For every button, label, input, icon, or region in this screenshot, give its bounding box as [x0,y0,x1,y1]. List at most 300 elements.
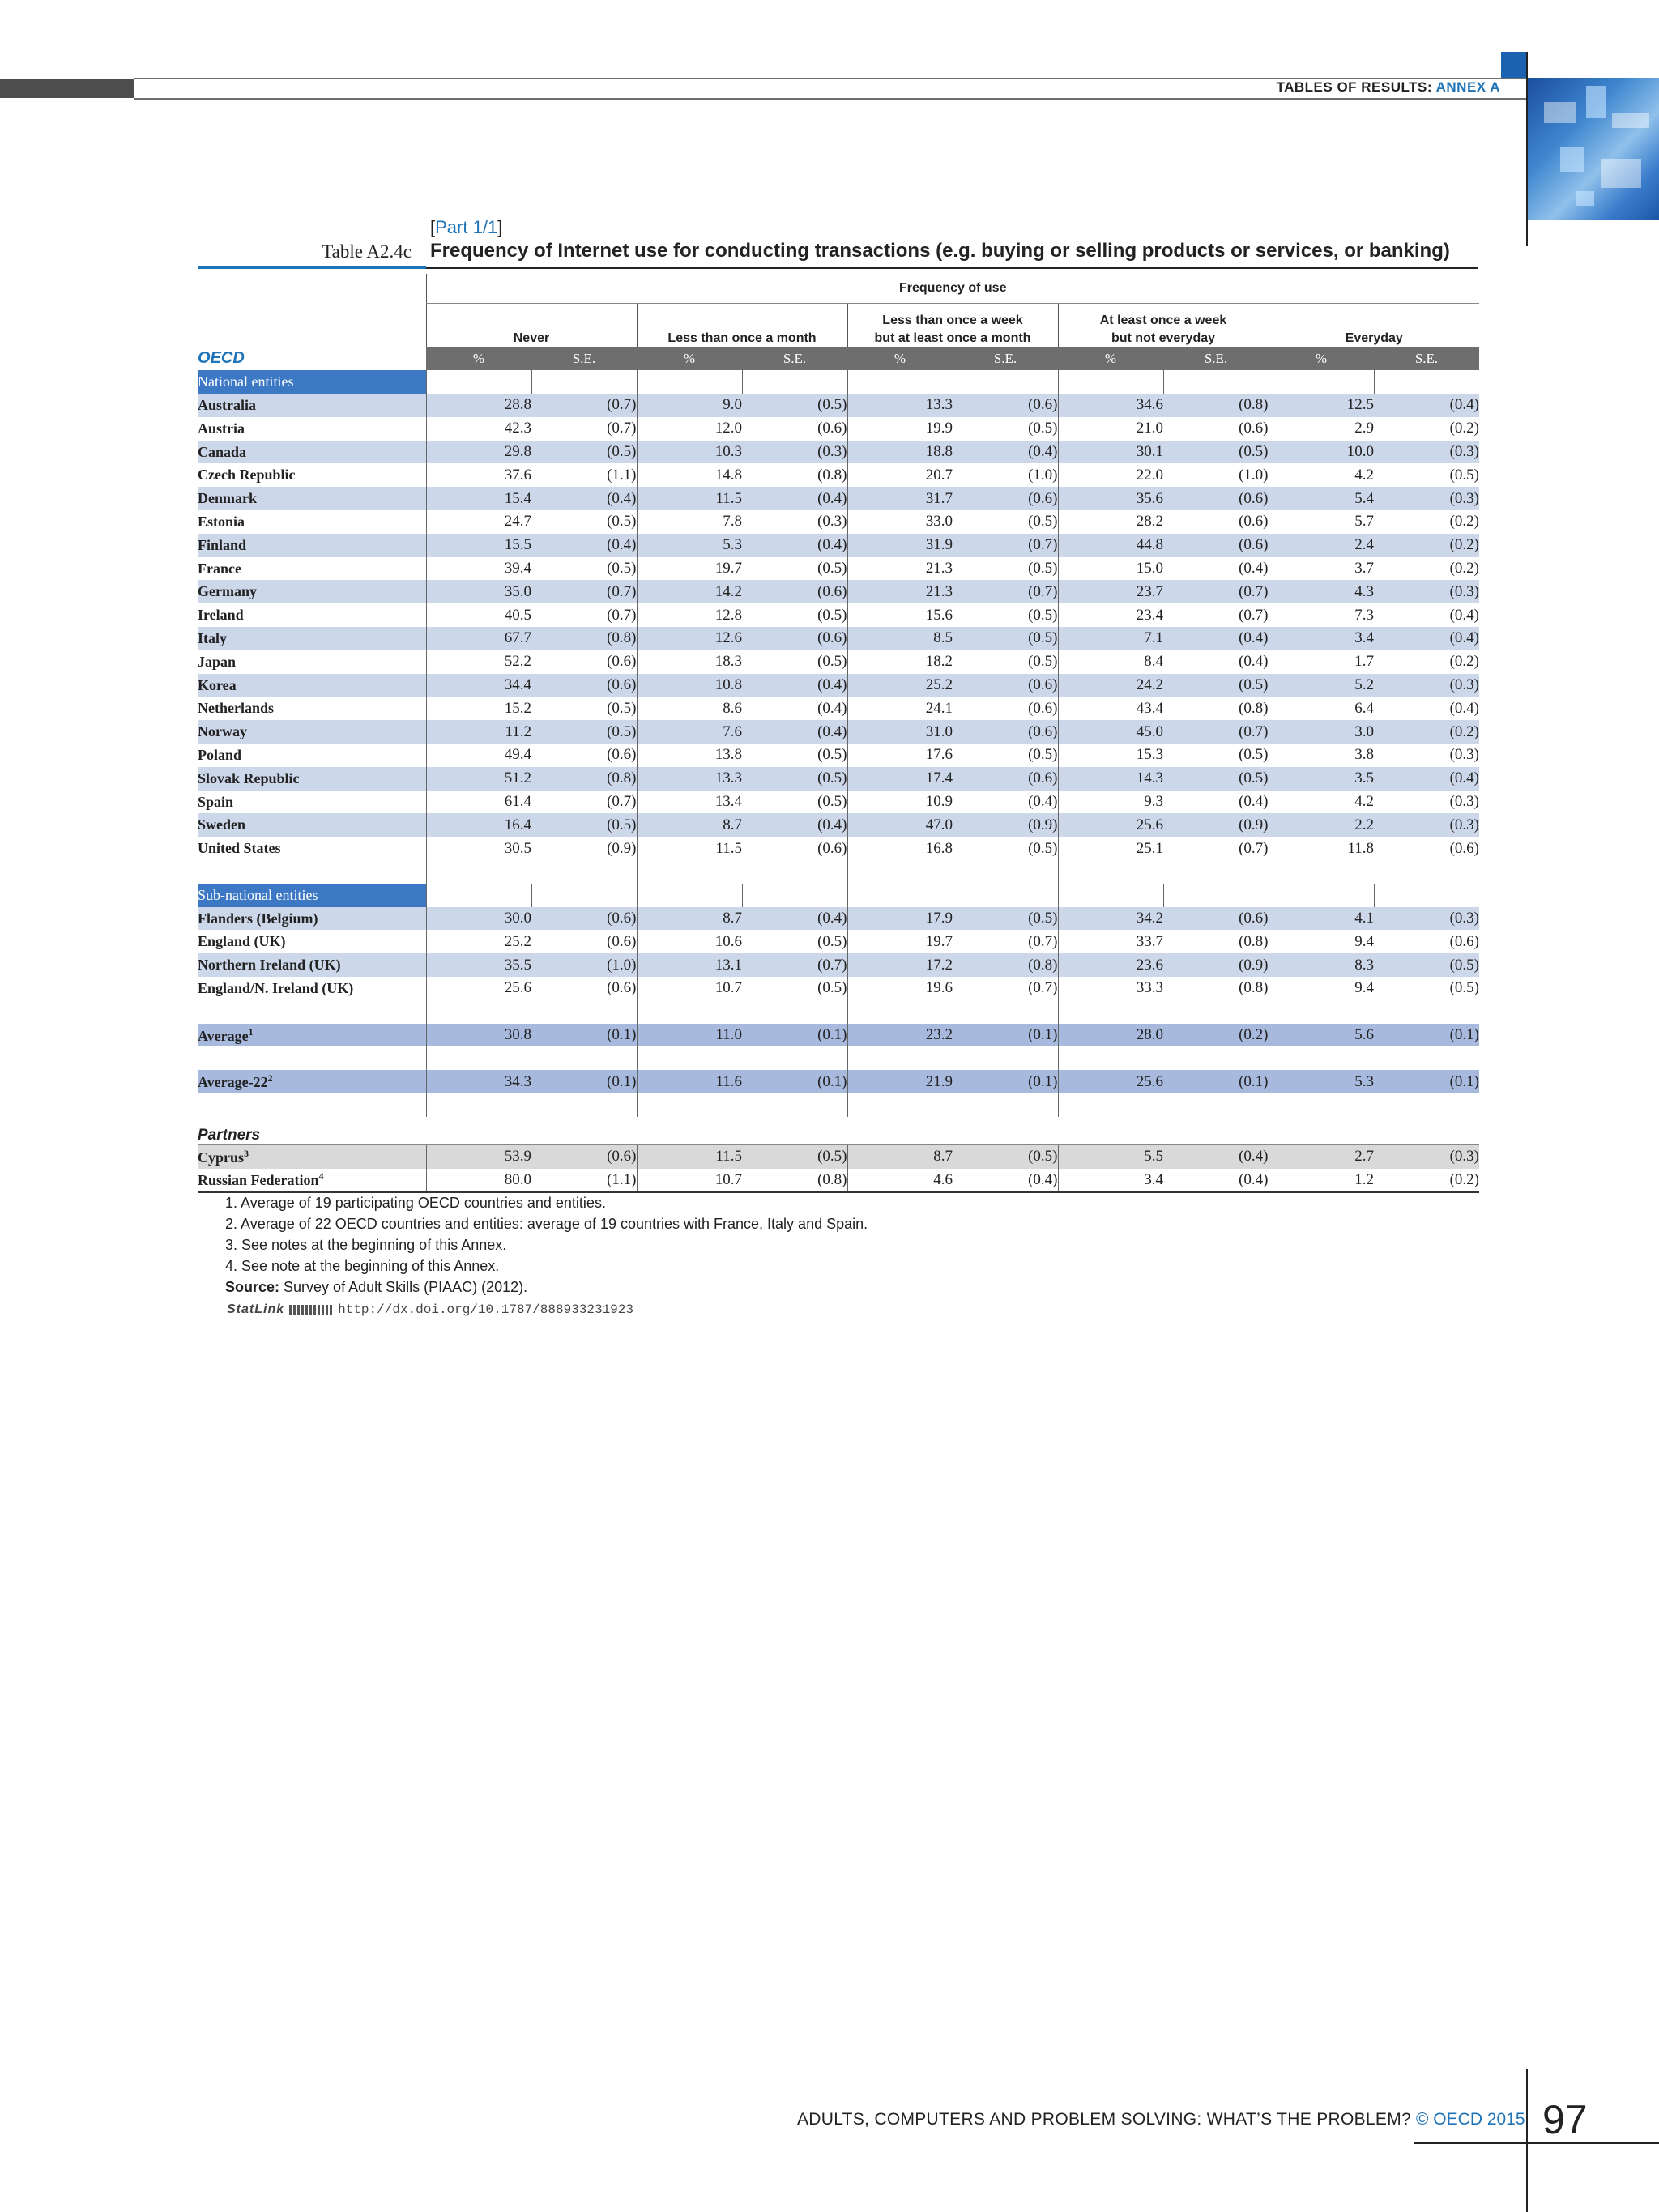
table-row [198,930,1479,953]
blank-cell [426,370,531,394]
frequency-of-use-header: Frequency of use [426,274,1479,304]
se-cell: (0.5) [1449,466,1479,484]
se-cell: (0.4) [817,699,847,717]
table-number: Table A2.4c [322,241,412,262]
se-cell: (1.0) [1239,466,1269,484]
blank-cell [742,884,847,907]
se-cell: (0.5) [817,932,847,950]
se-cell: (0.3) [817,513,847,531]
se-cell: (0.5) [607,699,637,717]
pct-cell: 25.2 [426,930,531,953]
pct-cell: 25.6 [1058,813,1163,837]
se-cell: (0.6) [1163,487,1269,510]
pct-cell: 24.2 [1058,674,1163,697]
table-row [198,487,1479,510]
table-row [198,557,1479,581]
pct-cell: 31.7 [847,487,953,510]
pct-cell: 34.3 [426,1070,531,1093]
blank-cell [1163,370,1269,394]
pct-cell: 17.9 [847,907,953,931]
row-label-text: Flanders (Belgium) [198,910,318,927]
table-notes [225,1192,868,1298]
vertical-rule-bottom [1526,2069,1528,2212]
table-row [198,510,1479,534]
se-cell: (0.6) [531,674,637,697]
pct-cell: 11.2 [426,720,531,744]
se-cell: (0.6) [953,674,1058,697]
pct-cell: 31.9 [847,534,953,557]
table-row [198,1169,1479,1193]
se-cell: (0.3) [1449,793,1479,811]
pct-cell: 15.3 [1058,744,1163,767]
pct-cell: 19.9 [847,417,953,441]
row-footnote-marker: 4 [318,1170,324,1183]
row-label-text: Ireland [198,607,244,624]
pct-cell: 13.1 [637,953,742,977]
pct-cell: 4.3 [1269,580,1374,603]
spacer-cell [531,1093,637,1117]
unit-pct: % [1058,347,1163,371]
se-cell: (0.2) [1449,653,1479,671]
row-footnote-marker: 3 [244,1147,249,1159]
spacer-cell [637,860,742,884]
se-cell: (0.7) [607,606,637,624]
unit-se: S.E. [531,347,637,371]
spacer-cell [1058,1046,1163,1070]
corner-blue-square [1501,52,1527,78]
blank-cell [426,884,531,907]
table-row [198,441,1479,464]
pct-cell: 23.4 [1058,603,1163,627]
pct-cell: 10.9 [847,791,953,814]
pct-cell: 30.8 [426,1024,531,1047]
corner-decorative-image [1528,78,1659,220]
note-2: 2. Average of 22 OECD countries and entities: average of 19 countries with France, Italy and Spain. [225,1216,868,1232]
national-entities-label: National entities [198,370,426,394]
row-label-text: Northern Ireland (UK) [198,957,341,974]
table-row [198,744,1479,767]
se-cell: (0.6) [531,907,637,931]
spacer-cell [198,860,426,884]
pct-cell: 28.0 [1058,1024,1163,1047]
spacer-cell [1374,1093,1479,1117]
pct-cell: 45.0 [1058,720,1163,744]
pct-cell: 28.8 [426,394,531,417]
row-label [198,1070,426,1093]
se-cell: (0.6) [1449,932,1479,950]
row-label-text: Germany [198,583,257,600]
unit-se: S.E. [1163,347,1269,371]
spacer-cell [198,1093,426,1117]
pct-cell: 5.3 [1269,1070,1374,1093]
pct-cell: 5.3 [637,534,742,557]
pct-cell: 2.2 [1269,813,1374,837]
se-cell: (0.1) [953,1024,1058,1047]
pct-cell: 15.2 [426,697,531,720]
se-cell: (0.5) [1028,606,1058,624]
spacer-cell [531,860,637,884]
se-cell: (0.8) [1239,932,1269,950]
unit-se: S.E. [1374,347,1479,371]
se-cell: (0.2) [1374,720,1479,744]
pct-cell: 33.0 [847,510,953,534]
pct-cell: 33.3 [1058,977,1163,1000]
unit-pct: % [1269,347,1374,371]
header-dark-bar [0,79,134,98]
se-cell: (0.5) [817,560,847,578]
se-cell: (0.5) [1163,674,1269,697]
se-cell: (0.1) [531,1024,637,1047]
note-1: 1. Average of 19 participating OECD countries and entities. [225,1195,606,1211]
se-cell: (0.7) [1163,720,1269,744]
table-row [198,603,1479,627]
spacer-cell [198,1046,426,1070]
pct-cell: 14.2 [637,580,742,603]
column-header-line1: Less than once a week [882,313,1023,327]
pct-cell: 13.4 [637,791,742,814]
se-cell: (0.5) [1239,746,1269,764]
pct-cell: 25.6 [1058,1070,1163,1093]
se-cell: (0.1) [742,1024,847,1047]
table-row [198,394,1479,417]
pct-cell: 10.0 [1269,441,1374,464]
pct-cell: 25.2 [847,674,953,697]
title-rule-blue [198,266,426,269]
se-cell: (0.5) [742,1144,847,1168]
pct-cell: 14.8 [637,463,742,487]
pct-cell: 11.5 [637,837,742,860]
pct-cell: 12.0 [637,417,742,441]
spacer-cell [847,1093,953,1117]
blank-cell [1058,370,1163,394]
table-title: Frequency of Internet use for conducting transactions (e.g. buying or selling products or services, or banking) [430,240,1450,262]
pct-cell: 15.5 [426,534,531,557]
pct-cell: 8.5 [847,627,953,650]
spacer-cell [637,1046,742,1070]
pct-cell: 33.7 [1058,930,1163,953]
row-label [198,487,426,510]
pct-cell: 13.3 [847,394,953,417]
row-label [198,580,426,603]
pct-cell: 21.3 [847,580,953,603]
table-row [198,791,1479,814]
table-row [198,650,1479,674]
pct-cell: 80.0 [426,1169,531,1193]
pct-cell: 23.2 [847,1024,953,1047]
pct-cell: 14.3 [1058,767,1163,791]
spacer-cell [637,1093,742,1117]
row-label-text: United States [198,840,281,857]
column-header-5 [1269,304,1479,347]
se-cell: (0.7) [953,534,1058,557]
pct-cell: 40.5 [426,603,531,627]
row-label-text: Cyprus [198,1149,245,1166]
source-note [225,1276,868,1298]
spacer-row [198,860,1479,884]
pct-cell: 10.8 [637,674,742,697]
pct-cell: 5.7 [1269,510,1374,534]
pct-cell: 17.6 [847,744,953,767]
row-label [198,534,426,557]
statlink-url[interactable]: http://dx.doi.org/10.1787/888933231923 [338,1302,633,1317]
se-cell: (1.1) [531,1169,637,1193]
se-cell: (0.5) [817,979,847,997]
se-cell: (0.1) [1374,1070,1479,1093]
se-cell: (0.6) [1163,907,1269,931]
pct-cell: 28.2 [1058,510,1163,534]
pct-cell: 9.4 [1269,930,1374,953]
se-cell: (0.4) [742,674,847,697]
se-cell: (0.5) [1449,979,1479,997]
spacer-cell [742,860,847,884]
pct-cell: 5.5 [1058,1144,1163,1168]
row-label-text: Denmark [198,490,257,507]
table-row [198,674,1479,697]
se-cell: (0.4) [742,534,847,557]
se-cell: (0.3) [1374,1144,1479,1168]
se-cell: (0.6) [742,580,847,603]
pct-cell: 21.9 [847,1070,953,1093]
pct-cell: 25.1 [1058,837,1163,860]
se-cell: (0.5) [742,767,847,791]
se-cell: (0.6) [742,627,847,650]
pct-cell: 3.8 [1269,744,1374,767]
pct-cell: 7.6 [637,720,742,744]
spacer-cell [426,1093,531,1117]
pct-cell: 17.2 [847,953,953,977]
table-row [198,813,1479,837]
blank-cell [531,370,637,394]
row-label-text: Norway [198,723,247,740]
se-cell: (0.7) [531,394,637,417]
pct-cell: 10.3 [637,441,742,464]
pct-cell: 30.5 [426,837,531,860]
pct-cell: 5.4 [1269,487,1374,510]
table-row [198,767,1479,791]
se-cell: (0.4) [742,720,847,744]
blank-cell [637,370,742,394]
pct-cell: 13.3 [637,767,742,791]
se-cell: (0.1) [742,1070,847,1093]
title-rule [426,267,1478,269]
blank-cell [1374,884,1479,907]
se-cell: (0.2) [1374,1169,1479,1193]
row-label [198,1144,426,1168]
pct-cell: 35.0 [426,580,531,603]
pct-cell: 53.9 [426,1144,531,1168]
row-label [198,627,426,650]
se-cell: (0.6) [531,1144,637,1168]
column-header-line2: Less than once a month [667,330,817,345]
se-cell: (0.5) [607,513,637,531]
se-cell: (0.7) [531,580,637,603]
se-cell: (0.9) [1163,813,1269,837]
pct-cell: 51.2 [426,767,531,791]
unit-pct: % [426,347,531,371]
spacer-row [198,1046,1479,1070]
unit-pct: % [637,347,742,371]
pct-cell: 2.4 [1269,534,1374,557]
blank-cell [953,370,1058,394]
spacer-cell [426,1046,531,1070]
se-cell: (0.4) [953,1169,1058,1193]
pct-cell: 13.8 [637,744,742,767]
pct-cell: 11.5 [637,1144,742,1168]
footer-book-title: ADULTS, COMPUTERS AND PROBLEM SOLVING: WHAT’S THE PROBLEM? [797,2110,1411,2129]
statlink[interactable] [227,1302,633,1317]
spacer-cell [531,1046,637,1070]
row-label [198,510,426,534]
header-bottom-rule [134,98,1528,100]
blank-cell [742,370,847,394]
se-cell: (0.4) [1028,793,1058,811]
pct-cell: 11.6 [637,1070,742,1093]
spacer-cell [1374,1046,1479,1070]
se-cell: (0.4) [1449,606,1479,624]
row-label [198,953,426,977]
table-row [198,627,1479,650]
row-label [198,650,426,674]
blank-cell [847,884,953,907]
se-cell: (0.2) [1449,513,1479,531]
row-label-text: Italy [198,629,227,646]
se-cell: (0.5) [531,441,637,464]
pct-cell: 3.4 [1058,1169,1163,1193]
se-cell: (0.9) [953,813,1058,837]
vertical-rule-top [1526,52,1528,246]
se-cell: (0.3) [1374,813,1479,837]
column-header-1 [426,304,637,347]
spacer-cell [742,1000,847,1024]
spacer-cell [1163,1046,1269,1070]
pct-cell: 4.1 [1269,907,1374,931]
se-cell: (0.7) [742,953,847,977]
spacer-cell [1269,1046,1374,1070]
spacer-cell [1058,860,1163,884]
se-cell: (0.4) [742,487,847,510]
pct-cell: 1.7 [1269,650,1374,674]
spacer-cell [953,1046,1058,1070]
se-cell: (0.7) [1239,839,1269,857]
pct-cell: 8.7 [637,813,742,837]
se-cell: (0.8) [742,1169,847,1193]
se-cell: (0.5) [1163,767,1269,791]
se-cell: (0.4) [1374,767,1479,791]
column-header-2 [637,304,847,347]
se-cell: (0.2) [1449,420,1479,437]
pct-cell: 15.0 [1058,557,1163,581]
pct-cell: 8.6 [637,697,742,720]
se-cell: (0.4) [1239,560,1269,578]
oecd-group-label: OECD [198,347,426,371]
spacer-cell [1058,1000,1163,1024]
se-cell: (0.6) [953,767,1058,791]
footer-copyright: © OECD 2015 [1416,2110,1525,2129]
pct-cell: 16.8 [847,837,953,860]
row-label-text: France [198,560,241,577]
se-cell: (0.6) [953,487,1058,510]
row-label [198,417,426,441]
se-cell: (0.6) [1239,420,1269,437]
se-cell: (0.9) [1163,953,1269,977]
row-label [198,813,426,837]
se-cell: (0.7) [1028,932,1058,950]
se-cell: (0.5) [1028,560,1058,578]
se-cell: (0.5) [1163,441,1269,464]
row-label-text: Korea [198,676,237,693]
pct-cell: 23.6 [1058,953,1163,977]
spacer-cell [637,1000,742,1024]
se-cell: (1.1) [607,466,637,484]
se-cell: (0.6) [607,979,637,997]
pct-cell: 2.9 [1269,417,1374,441]
subnational-entities-label: Sub-national entities [198,884,426,907]
se-cell: (0.5) [1374,953,1479,977]
table-row [198,907,1479,931]
row-label-text: Slovak Republic [198,769,300,786]
pct-cell: 15.6 [847,603,953,627]
se-cell: (0.5) [817,793,847,811]
se-cell: (0.1) [953,1070,1058,1093]
part-bracket-close: ] [497,217,503,237]
spacer-cell [1269,1000,1374,1024]
spacer-cell [742,1093,847,1117]
units-row [198,347,1479,371]
pct-cell: 11.5 [637,487,742,510]
row-label-text: Netherlands [198,700,274,717]
row-label [198,557,426,581]
pct-cell: 10.7 [637,1169,742,1193]
row-label-text: England (UK) [198,933,286,950]
se-cell: (0.5) [817,606,847,624]
row-label [198,603,426,627]
spacer-cell [953,1093,1058,1117]
pct-cell: 6.4 [1269,697,1374,720]
pct-cell: 39.4 [426,557,531,581]
pct-cell: 30.0 [426,907,531,931]
part-bracket-open: [ [430,217,436,237]
se-cell: (0.6) [953,394,1058,417]
national-entities-label-row [198,370,1479,394]
row-label-text: Russian Federation [198,1172,319,1189]
table-row [198,580,1479,603]
se-cell: (0.5) [1028,746,1058,764]
blank-cell [1269,884,1374,907]
se-cell: (0.6) [607,932,637,950]
se-cell: (0.3) [1374,674,1479,697]
row-label [198,697,426,720]
se-cell: (0.5) [953,907,1058,931]
se-cell: (0.4) [1163,627,1269,650]
pct-cell: 4.2 [1269,463,1374,487]
row-label [198,907,426,931]
partners-label: Partners [198,1126,261,1144]
se-cell: (0.6) [607,653,637,671]
column-header-line2: but at least once a month [874,330,1031,345]
se-cell: (0.5) [953,1144,1058,1168]
se-cell: (0.5) [1028,839,1058,857]
spacer-cell [1269,1093,1374,1117]
se-cell: (0.3) [1374,907,1479,931]
se-cell: (0.5) [1028,513,1058,531]
table-row [198,720,1479,744]
blank-cell [1058,884,1163,907]
column-header-row [198,304,1479,347]
pct-cell: 5.2 [1269,674,1374,697]
pct-cell: 30.1 [1058,441,1163,464]
column-header-4 [1058,304,1269,347]
pct-cell: 31.0 [847,720,953,744]
